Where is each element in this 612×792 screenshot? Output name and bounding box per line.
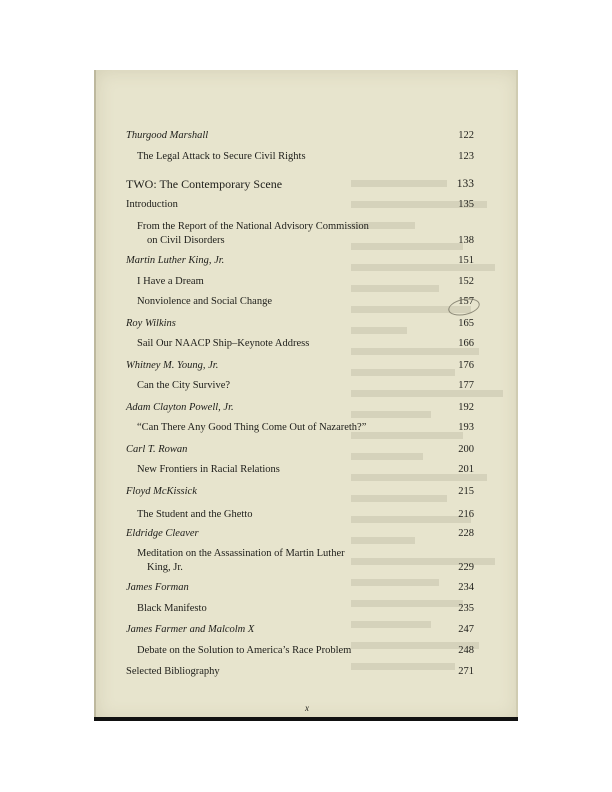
scan-bottom-bar: [94, 717, 518, 721]
toc-page-number: 133: [456, 178, 474, 190]
toc-entry-title: Martin Luther King, Jr.: [126, 255, 225, 266]
toc-entry-title: I Have a Dream: [137, 276, 204, 287]
toc-page-number: 177: [458, 380, 474, 391]
toc-page-number: 215: [458, 486, 474, 497]
toc-entry-title: James Forman: [126, 582, 189, 593]
toc-page-number: 192: [458, 402, 474, 413]
toc-entry: [137, 337, 457, 351]
toc-page-number: 229: [458, 562, 474, 573]
toc-page-number: 152: [458, 276, 474, 287]
toc-entry-title: Debate on the Solution to America’s Race Problem: [137, 645, 352, 656]
toc-author-entry: [126, 581, 476, 595]
toc-author-entry: [126, 359, 476, 373]
toc-entry-title: Introduction: [126, 199, 178, 210]
toc-author-entry: [126, 129, 476, 143]
toc-page-number: 216: [458, 509, 474, 520]
toc-page-number: 247: [458, 624, 474, 635]
toc-entry: [137, 602, 457, 616]
toc-page-number: 200: [458, 444, 474, 455]
page-folio: x: [305, 703, 309, 713]
toc-author-entry: [126, 485, 476, 499]
toc-page-number: 176: [458, 360, 474, 371]
toc-author-entry: [126, 527, 476, 541]
toc-entry-title: Meditation on the Assassination of Martin Luther: [137, 548, 345, 559]
toc-author-entry: [126, 317, 476, 331]
toc-entry-title: Nonviolence and Social Change: [137, 296, 273, 307]
toc-entry-title: From the Report of the National Advisory Commission: [137, 221, 369, 232]
toc-entry-title: TWO: The Contemporary Scene: [126, 177, 283, 191]
toc-entry: [126, 198, 476, 212]
toc-page-number: 166: [458, 338, 474, 349]
toc-page-number: 201: [458, 464, 474, 475]
toc-entry: [137, 220, 457, 248]
toc-entry-title: Can the City Survive?: [137, 380, 231, 391]
toc-section-heading: [126, 177, 476, 191]
toc-page-number: 271: [458, 666, 474, 677]
toc-entry-title: Floyd McKissick: [126, 486, 197, 497]
toc-entry-title-continued: on Civil Disorders: [147, 235, 225, 246]
toc-author-entry: [126, 401, 476, 415]
table-of-contents: [96, 70, 518, 720]
toc-entry-title: James Farmer and Malcolm X: [126, 624, 255, 635]
toc-page-number: 123: [458, 151, 474, 162]
toc-page-number: 235: [458, 603, 474, 614]
toc-page-number: 157: [458, 296, 474, 307]
toc-page-number: 228: [458, 528, 474, 539]
toc-page-number: 122: [458, 130, 474, 141]
toc-author-entry: [126, 443, 476, 457]
toc-author-entry: [126, 254, 476, 268]
toc-entry-title: Eldridge Cleaver: [126, 528, 199, 539]
toc-entry: [137, 150, 457, 164]
toc-entry: [137, 547, 457, 575]
toc-entry: [137, 275, 457, 289]
toc-entry-title: The Student and the Ghetto: [137, 509, 253, 520]
toc-entry: [137, 379, 457, 393]
toc-page-number: 135: [458, 199, 474, 210]
toc-entry-title: Sail Our NAACP Ship–Keynote Address: [137, 338, 310, 349]
toc-entry: [137, 421, 457, 435]
toc-entry: [137, 463, 457, 477]
toc-page-number: 248: [458, 645, 474, 656]
toc-page-number: 234: [458, 582, 474, 593]
toc-entry-title: New Frontiers in Racial Relations: [137, 464, 280, 475]
page-right-edge: [516, 70, 518, 720]
toc-entry: [137, 644, 457, 658]
toc-page-number: 193: [458, 422, 474, 433]
toc-entry-title: Roy Wilkins: [126, 318, 176, 329]
book-page: [96, 70, 518, 720]
toc-entry: [126, 665, 476, 679]
toc-entry-title: Adam Clayton Powell, Jr.: [126, 402, 234, 413]
toc-author-entry: [126, 623, 476, 637]
toc-page-number: 138: [458, 235, 474, 246]
toc-entry: [137, 508, 457, 522]
toc-entry-title: Selected Bibliography: [126, 666, 220, 677]
toc-entry-title: Carl T. Rowan: [126, 444, 188, 455]
toc-page-number: 151: [458, 255, 474, 266]
toc-entry-title: Whitney M. Young, Jr.: [126, 360, 219, 371]
toc-entry-title: Black Manifesto: [137, 603, 207, 614]
toc-entry: [137, 295, 457, 309]
toc-entry-title: “Can There Any Good Thing Come Out of Nazareth?”: [137, 422, 367, 433]
toc-page-number: 165: [458, 318, 474, 329]
toc-entry-title: Thurgood Marshall: [126, 130, 209, 141]
toc-entry-title: The Legal Attack to Secure Civil Rights: [137, 151, 306, 162]
toc-entry-title-continued: King, Jr.: [147, 562, 183, 573]
